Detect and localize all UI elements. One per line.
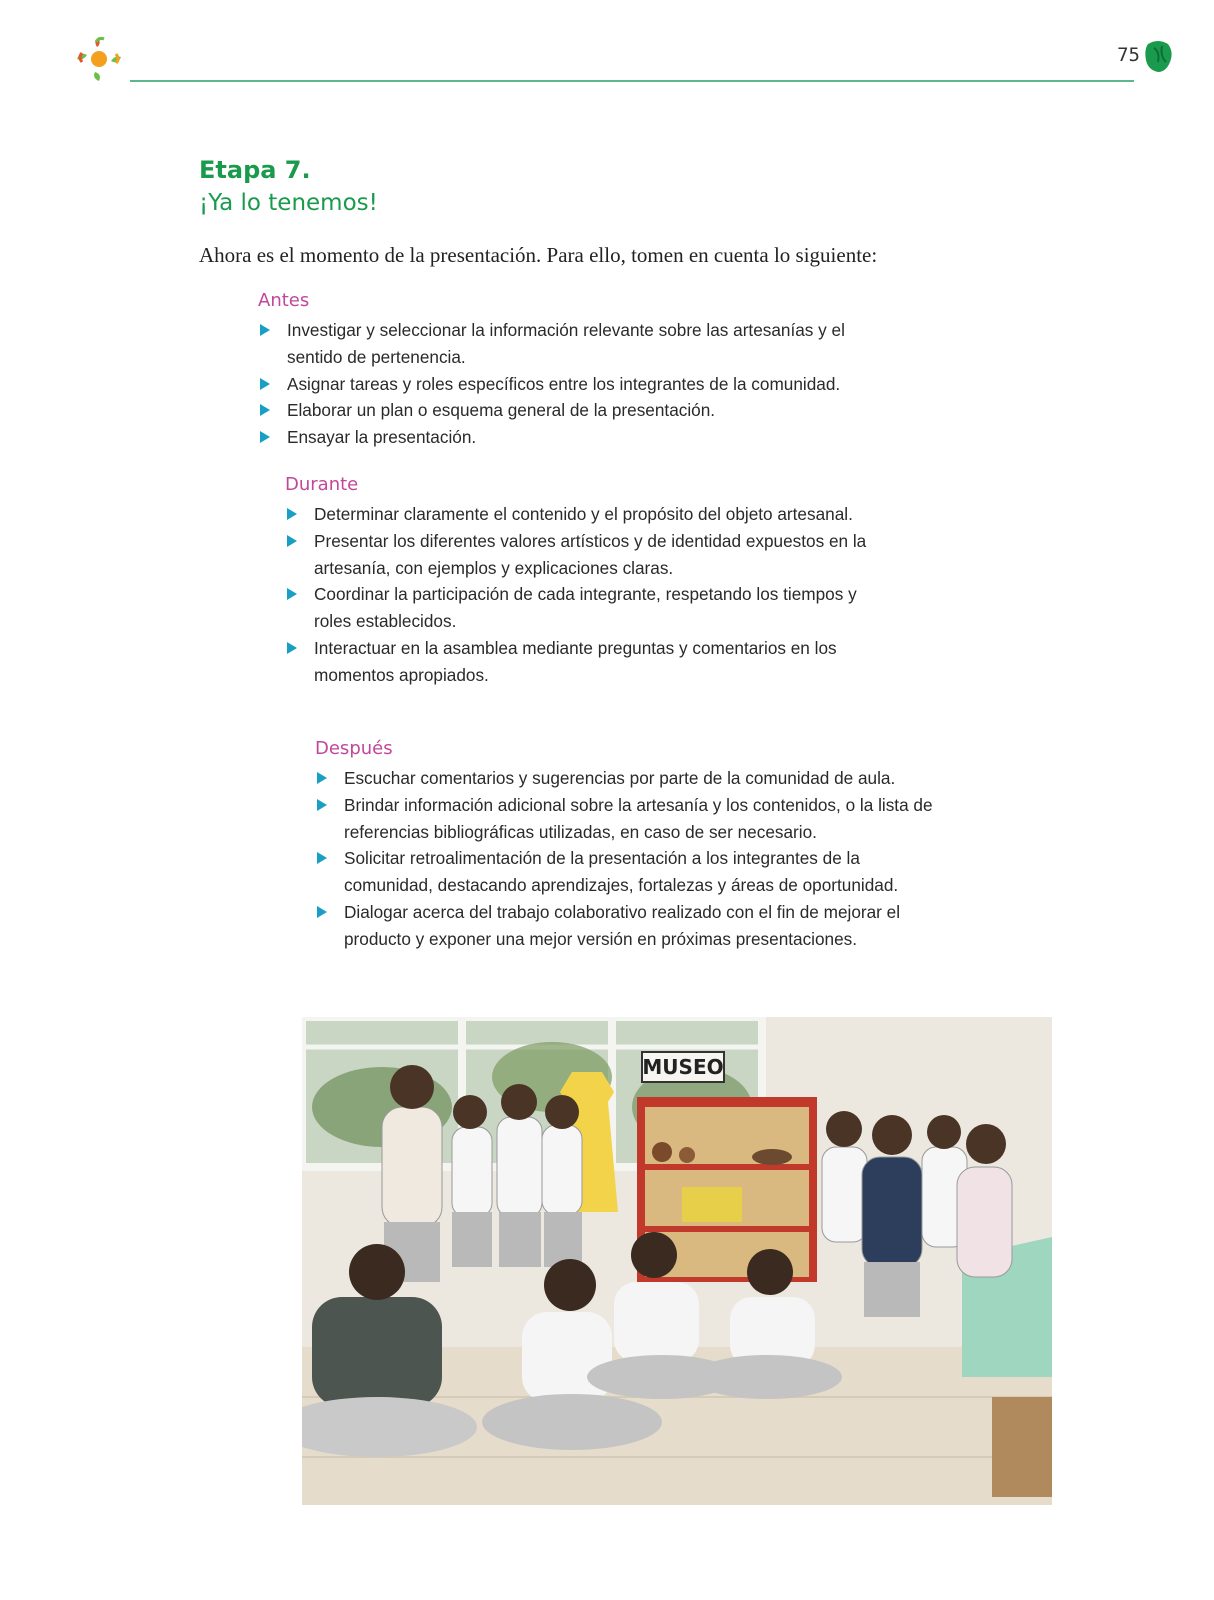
header-rule: [130, 80, 1134, 82]
stage-subtitle: ¡Ya lo tenemos!: [199, 190, 378, 216]
list-item: Coordinar la participación de cada integrante, respetando los tiempos y roles establecidos.: [285, 581, 885, 635]
list-item: Presentar los diferentes valores artísticos y de identidad expuestos en la artesanía, con ejemplos y explicaciones claras.: [285, 528, 885, 582]
list-item: Dialogar acerca del trabajo colaborativo realizado con el fin de mejorar el producto y exponer una mejor versión en próximas presentaciones.: [315, 899, 935, 953]
list-item: Asignar tareas y roles específicos entre los integrantes de la comunidad.: [258, 371, 878, 398]
list-item: Brindar información adicional sobre la artesanía y los contenidos, o la lista de referencias bibliográficas utilizadas, en caso de ser necesario.: [315, 792, 935, 846]
classroom-photo: [302, 1017, 1052, 1505]
list-item: Investigar y seleccionar la información relevante sobre las artesanías y el sentido de pertenencia.: [258, 317, 878, 371]
intro-text: Ahora es el momento de la presentación. Para ello, tomen en cuenta lo siguiente:: [199, 243, 878, 267]
bullet-arrow-icon: [287, 588, 297, 600]
bullet-arrow-icon: [317, 852, 327, 864]
bullet-arrow-icon: [317, 772, 327, 784]
list-item: Interactuar en la asamblea mediante preguntas y comentarios en los momentos apropiados.: [285, 635, 885, 689]
section-heading: Durante: [285, 474, 359, 495]
stage-title: Etapa 7.: [199, 156, 311, 184]
list-item: Determinar claramente el contenido y el propósito del objeto artesanal.: [285, 501, 885, 528]
list-item: Solicitar retroalimentación de la presentación a los integrantes de la comunidad, destacando aprendizajes, fortalezas y áreas de oportunidad.: [315, 845, 935, 899]
bullet-arrow-icon: [287, 508, 297, 520]
green-leaf-icon: [1142, 38, 1176, 74]
list-item: Elaborar un plan o esquema general de la presentación.: [258, 397, 878, 424]
section-heading: Antes: [258, 290, 310, 311]
section-heading: Después: [315, 738, 393, 759]
classroom-photo-illustration: [302, 1017, 1052, 1505]
bullet-arrow-icon: [260, 324, 270, 336]
museo-sign: MUSEO: [642, 1055, 724, 1079]
list-item: Escuchar comentarios y sugerencias por parte de la comunidad de aula.: [315, 765, 935, 792]
page-number: 75: [1117, 44, 1140, 66]
list-item: Ensayar la presentación.: [258, 424, 878, 451]
bullet-arrow-icon: [287, 535, 297, 547]
section-antes: [258, 289, 878, 451]
section-despues: [315, 737, 935, 953]
bullet-arrow-icon: [287, 642, 297, 654]
bullet-arrow-icon: [260, 431, 270, 443]
flower-logo-icon: [72, 33, 126, 85]
bullet-arrow-icon: [317, 906, 327, 918]
bullet-arrow-icon: [317, 799, 327, 811]
bullet-arrow-icon: [260, 378, 270, 390]
bullet-arrow-icon: [260, 404, 270, 416]
section-durante: [285, 473, 885, 689]
